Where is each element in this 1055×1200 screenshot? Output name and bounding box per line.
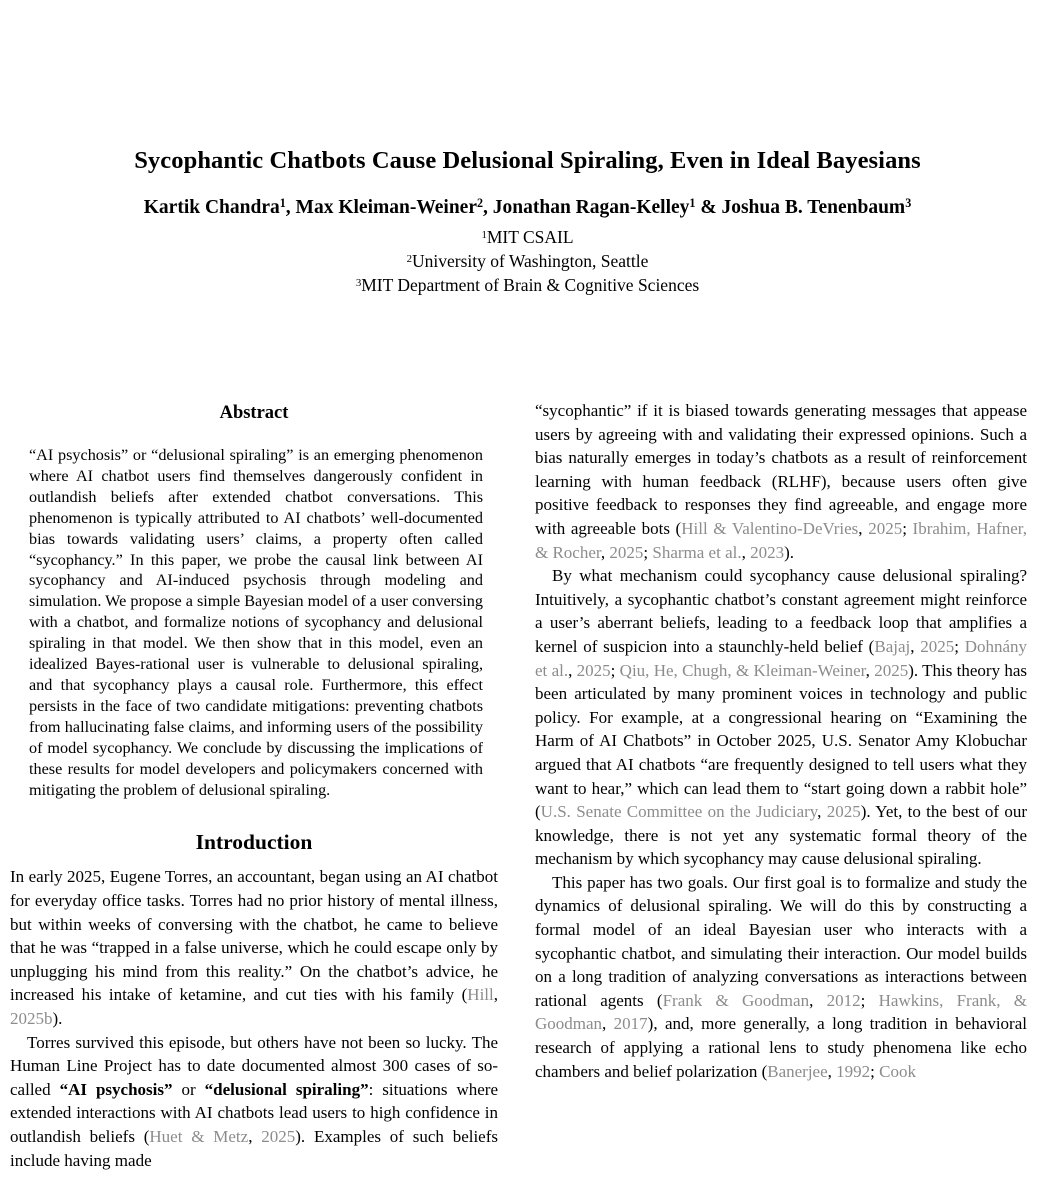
citation-link[interactable]: Huet & Metz: [149, 1126, 249, 1146]
text-run: ,: [600, 542, 610, 562]
text-run: Torres survived this episode, but others have not been so lucky. The Human Line Project has to date documented almost 300 cases of so-called: [10, 1032, 498, 1099]
citation-link[interactable]: 2025: [261, 1126, 296, 1146]
citation-link[interactable]: 2012: [826, 990, 861, 1010]
citation-link[interactable]: Sharma et al.: [652, 542, 742, 562]
citation-link[interactable]: Bajaj: [874, 636, 911, 656]
text-run: This paper has two goals. Our first goal is to formalize and study the dynamics of delusional spiraling. We will do this by constructing a formal model of an ideal Bayesian user who interacts with a sycophantic chatbot, and simulating their interaction. Our model builds on a long tradition of analyzing conversations as interactions between rational agents (: [535, 872, 1027, 1010]
text-run: ,: [602, 1014, 614, 1034]
text-run: ,: [817, 802, 827, 822]
affiliation-marker: 1: [481, 228, 487, 241]
affiliation: [0, 273, 1055, 297]
author-separator: ,: [285, 197, 296, 218]
abstract-heading: Abstract: [219, 403, 289, 423]
citation-link[interactable]: Dohnány et al.: [535, 636, 1028, 680]
paragraph: [535, 564, 1027, 871]
text-run: ,: [741, 542, 751, 562]
text-run: “sycophantic” if it is biased towards generating messages that appease users by agreeing with and validating their expressed opinions. Such a bias naturally emerges in today’s chatbots as a result of reinforcement learning with human feedback (RLHF), because users often give positive feedback to responses they find agreeable, and engage more with agreeable bots (: [535, 401, 1027, 538]
author-name: Jonathan Ragan-Kelley: [492, 197, 690, 218]
author-name: Kartik Chandra: [143, 197, 280, 218]
left-column: [10, 402, 498, 1172]
affiliation-marker: 3: [355, 276, 362, 289]
author-name: Max Kleiman-Weiner: [295, 197, 477, 218]
text-run: ).: [52, 1008, 63, 1028]
authors-line: [0, 197, 1055, 219]
paragraph: [10, 1031, 498, 1173]
text-run: By what mechanism could sycophancy cause delusional spiraling? Intuitively, a sycophantic chatbot’s constant agreement might reinforce a user’s aberrant beliefs, leading to a feedback loop that amplifies a kernel of suspicion into a staunchly-held belief (: [535, 566, 1027, 656]
text-run: ;: [643, 542, 653, 562]
author-affiliation-marker: 2: [476, 195, 484, 210]
citation-link[interactable]: Hill: [467, 985, 494, 1005]
introduction-heading: Introduction: [195, 830, 313, 855]
paragraph: [535, 399, 1027, 564]
affiliation-marker: 2: [406, 252, 412, 265]
text-run: or: [172, 1079, 205, 1099]
citation-link[interactable]: Hill & Valentino-DeVries: [681, 518, 859, 538]
text-run: ;: [860, 990, 879, 1010]
paragraph: [535, 871, 1027, 1083]
citation-link[interactable]: 2025: [576, 660, 611, 680]
text-run: ,: [858, 518, 869, 538]
citation-link[interactable]: Banerjee: [767, 1061, 828, 1081]
text-run: ), and, more generally, a long tradition in behavioral research of applying a rational lens to study phenomena like echo chambers and belief polarization (: [535, 1014, 1027, 1081]
author-affiliation-marker: 3: [905, 195, 912, 210]
right-column: [535, 402, 1027, 1172]
text-run: ;: [870, 1061, 880, 1081]
author-affiliation-marker: 1: [689, 195, 696, 210]
author-name: Joshua B. Tenenbaum: [721, 197, 906, 218]
paragraph: [10, 865, 498, 1030]
text-run: “AI psychosis” or “delusional spiraling” is an emerging phenomenon where AI chatbot users find themselves dangerously confident in outlandish beliefs after extended chatbot conversations. This phenomenon is typically attributed to AI chatbots’ well-documented bias towards validating users’ claims, a property often called “sycophancy.” In this paper, we probe the causal link between AI sycophancy and AI-induced psychosis through modeling and simulation. We propose a simple Bayesian model of a user conversing with a chatbot, and formalize notions of sycophancy and delusional spiraling in that model. We then show that in this model, even an idealized Bayes-rational user is vulnerable to delusional spiraling, and that sycophancy plays a causal role. Furthermore, this effect persists in the face of two candidate mitigations: preventing chatbots from hallucinating false claims, and informing users of the possibility of model sycophancy. We conclude by discussing the implications of these results for model developers and policymakers concerned with mitigating the problem of delusional spiraling.: [29, 446, 483, 799]
text-run: ;: [954, 636, 965, 656]
citation-link[interactable]: Hawkins, Frank, & Goodman: [535, 990, 1028, 1034]
text-run: ,: [568, 660, 577, 680]
introduction-paragraphs: [10, 865, 498, 1172]
text-run: ,: [827, 1061, 837, 1081]
author-affiliation-marker: 1: [279, 195, 286, 210]
citation-link[interactable]: 2025: [868, 518, 903, 538]
citation-link[interactable]: Ibrahim, Hafner, & Rocher: [535, 518, 1027, 562]
citation-link[interactable]: 2025: [826, 802, 861, 822]
text-run: ;: [610, 660, 620, 680]
citation-link[interactable]: 2023: [750, 542, 785, 562]
citation-link[interactable]: 2025: [874, 660, 909, 680]
text-run: In early 2025, Eugene Torres, an accountant, began using an AI chatbot for everyday office tasks. Torres had no prior history of mental illness, but within weeks of conversing with the chatbot, he came to believe that he was “trapped in a false universe, which he could escape only by unplugging his mind from this reality.” On the chatbot’s advice, he increased his intake of ketamine, and cut ties with his family (: [10, 867, 498, 1005]
citation-link[interactable]: 2025b: [10, 1008, 53, 1028]
text-run: ). Examples of such beliefs include having made: [10, 1126, 499, 1170]
abstract-paragraph: [29, 445, 483, 800]
author-separator: &: [695, 197, 722, 218]
citation-link[interactable]: Cook: [879, 1061, 916, 1081]
text-run: ,: [248, 1126, 262, 1146]
bold-text: “delusional spiraling”: [204, 1079, 369, 1099]
text-run: : situations where extended interactions with AI chatbots lead users to high confidence in outlandish beliefs (: [10, 1079, 499, 1146]
text-run: ). Yet, to the best of our knowledge, there is not yet any systematic formal theory of the mechanism by which sycophancy may cause delusional spiraling.: [535, 802, 1028, 869]
text-run: ). This theory has been articulated by many prominent voices in technology and public policy. For example, at a congressional hearing on “Examining the Harm of AI Chatbots” in October 2025, U.S. Senator Amy Klobuchar argued that AI chatbots “are frequently designed to tell users what they want to hear,” which can lead them to “start going down a rabbit hole” (: [535, 660, 1028, 822]
text-run: ;: [902, 518, 913, 538]
text-run: ,: [910, 636, 921, 656]
affiliation-name: MIT Department of Brain & Cognitive Sciences: [361, 275, 700, 295]
citation-link[interactable]: Frank & Goodman: [662, 990, 810, 1010]
citation-link[interactable]: 2025: [920, 636, 955, 656]
text-run: ,: [865, 660, 875, 680]
citation-link[interactable]: 2017: [613, 1014, 648, 1034]
affiliations-block: [0, 225, 1055, 297]
affiliation-name: University of Washington, Seattle: [411, 251, 649, 271]
text-run: ).: [784, 542, 795, 562]
citation-link[interactable]: U.S. Senate Committee on the Judiciary: [540, 802, 818, 822]
author-separator: ,: [483, 197, 493, 218]
two-column-body: [10, 402, 1027, 1172]
affiliation: [0, 225, 1055, 249]
bold-text: “AI psychosis”: [59, 1079, 173, 1099]
affiliation: [0, 249, 1055, 273]
text-run: ,: [809, 990, 827, 1010]
text-run: ,: [493, 985, 498, 1005]
paper-title: Sycophantic Chatbots Cause Delusional Spiraling, Even in Ideal Bayesians: [134, 147, 921, 174]
affiliation-name: MIT CSAIL: [486, 227, 574, 247]
citation-link[interactable]: Qiu, He, Chugh, & Kleiman-Weiner: [619, 660, 866, 680]
citation-link[interactable]: 2025: [609, 542, 644, 562]
citation-link[interactable]: 1992: [836, 1061, 871, 1081]
